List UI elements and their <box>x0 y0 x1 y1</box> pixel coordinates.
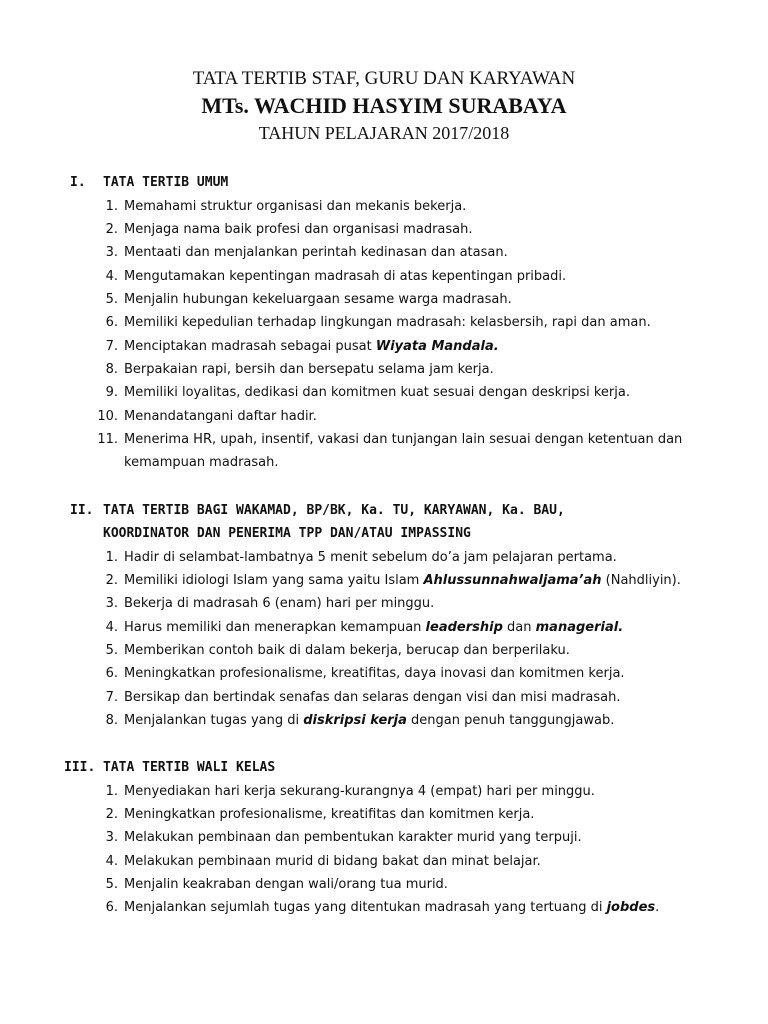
section-number: I. <box>70 175 86 190</box>
section-title-line-2: KOORDINATOR DAN PENERIMA TPP DAN/ATAU IMPASSING <box>103 526 471 541</box>
document-header <box>0 66 768 146</box>
academic-year: TAHUN PELAJARAN 2017/2018 <box>258 123 510 143</box>
section-number: II. <box>70 503 94 518</box>
emphasis-text: jobdes <box>606 900 656 915</box>
section-number: III. <box>64 760 96 775</box>
header-line-1: TATA TERTIB STAF, GURU DAN KARYAWAN <box>192 68 576 89</box>
section-title: TATA TERTIB WALI KELAS <box>103 760 276 775</box>
emphasis-text: Ahlussunnahwaljama’ah <box>423 573 602 588</box>
section-title: TATA TERTIB UMUM <box>103 175 229 190</box>
emphasis-text: managerial. <box>535 620 624 635</box>
emphasis-text: leadership <box>425 620 503 635</box>
section-title-line-1: TATA TERTIB BAGI WAKAMAD, BP/BK, Ka. TU, KARYAWAN, Ka. BAU, <box>103 503 565 518</box>
emphasis-text: diskripsi kerja <box>303 713 407 728</box>
school-name: MTs. WACHID HASYIM SURABAYA <box>201 93 567 118</box>
emphasis-text: Wiyata Mandala. <box>375 339 499 354</box>
